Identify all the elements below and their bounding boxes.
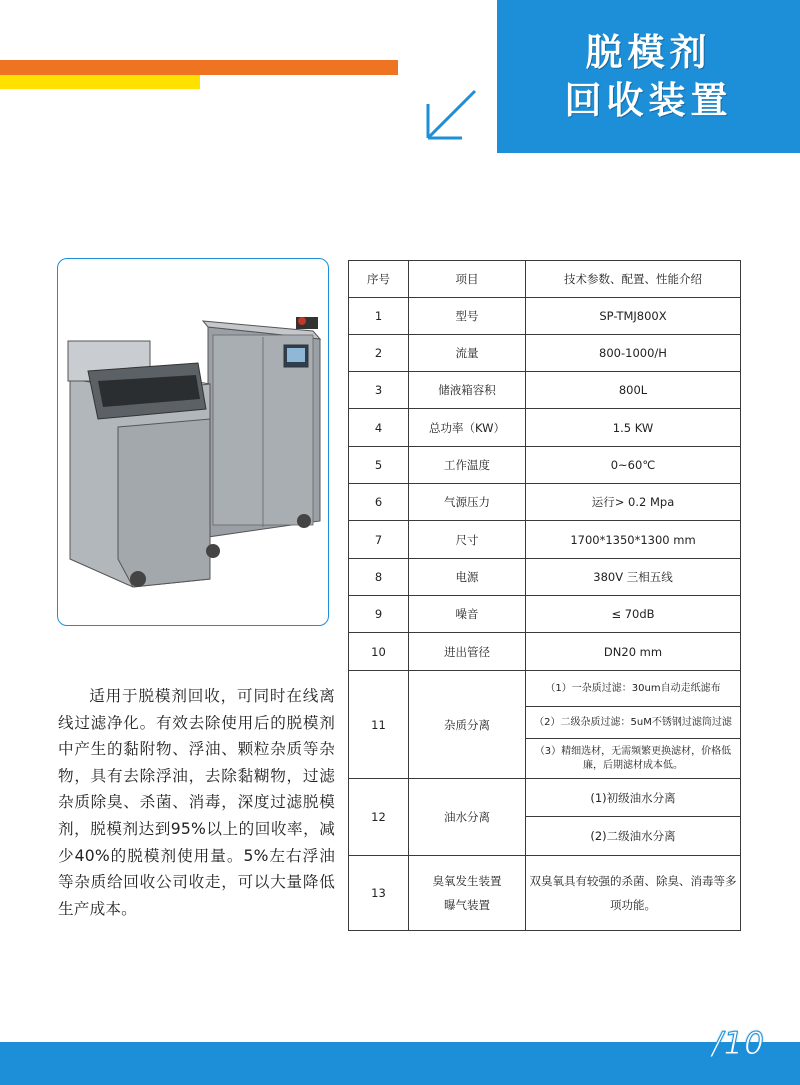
table-row (349, 447, 741, 484)
table-row (349, 671, 741, 707)
page-number: /10 (712, 1026, 765, 1062)
machine-illustration (58, 259, 328, 625)
cell-value: 1700*1350*1300 mm (526, 521, 741, 559)
cell-value: (1)初级油水分离 (526, 779, 741, 817)
cell-item: 工作温度 (409, 447, 526, 484)
table-row (349, 633, 741, 671)
cell-item: 尺寸 (409, 521, 526, 559)
table-row (349, 559, 741, 596)
cell-value: ≤ 70dB (526, 596, 741, 633)
cell-no: 3 (349, 372, 409, 409)
title-line-2: 回收装置 (564, 78, 733, 122)
table-row (349, 596, 741, 633)
cell-value: 380V 三相五线 (526, 559, 741, 596)
cell-value: SP-TMJ800X (526, 298, 741, 335)
cell-no: 13 (349, 856, 409, 931)
cell-item: 型号 (409, 298, 526, 335)
cell-item: 流量 (409, 335, 526, 372)
machine-photo (57, 258, 329, 626)
cell-value: 0~60℃ (526, 447, 741, 484)
item-line-2: 曝气装置 (444, 898, 490, 912)
table-row (349, 409, 741, 447)
cell-value: 800L (526, 372, 741, 409)
cell-value: DN20 mm (526, 633, 741, 671)
cell-no: 8 (349, 559, 409, 596)
orange-accent-bar (0, 60, 398, 75)
header-no: 序号 (349, 261, 409, 298)
cell-value: 双臭氧具有较强的杀菌、除臭、消毒等多项功能。 (526, 856, 741, 931)
cell-value: （1）一杂质过滤：30um自动走纸滤布 (526, 671, 741, 707)
cell-no: 7 (349, 521, 409, 559)
product-description: 适用于脱模剂回收，可同时在线离线过滤净化。有效去除使用后的脱模剂中产生的黏附物、浮油、颗粒杂质等杂物，具有去除浮油，去除黏糊物，过滤杂质除臭、杀菌、消毒，深度过滤脱模剂，脱模剂达到95%以上的回收率，减少40%的脱模剂使用量。5%左右浮油等杂质给回收公司收走，可以大量降低生产成本。 (58, 687, 335, 918)
spec-table (348, 260, 741, 931)
cell-item: 储液箱容积 (409, 372, 526, 409)
cell-item: 总功率（KW） (409, 409, 526, 447)
cell-item: 噪音 (409, 596, 526, 633)
title-box (497, 0, 800, 153)
cell-no: 5 (349, 447, 409, 484)
arrow-down-left-icon (420, 86, 480, 146)
table-row (349, 856, 741, 931)
header-spec: 技术参数、配置、性能介绍 (526, 261, 741, 298)
cell-item: 进出管径 (409, 633, 526, 671)
cell-no: 1 (349, 298, 409, 335)
item-line-1: 臭氧发生装置 (432, 874, 502, 888)
cell-no: 11 (349, 671, 409, 779)
table-row (349, 779, 741, 817)
cell-no: 9 (349, 596, 409, 633)
cell-no: 4 (349, 409, 409, 447)
cell-value: 1.5 KW (526, 409, 741, 447)
cell-value: 800-1000/H (526, 335, 741, 372)
footer-bar (0, 1042, 800, 1085)
cell-item: 杂质分离 (409, 671, 526, 779)
cell-item (409, 856, 526, 931)
cell-no: 12 (349, 779, 409, 856)
cell-value: (2)二级油水分离 (526, 817, 741, 856)
table-row (349, 484, 741, 521)
table-row (349, 521, 741, 559)
cell-value: （3）精细选材，无需频繁更换滤材，价格低廉，后期滤材成本低。 (526, 739, 741, 779)
cell-value: 运行> 0.2 Mpa (526, 484, 741, 521)
title-line-1: 脱模剂 (585, 30, 712, 74)
table-row (349, 298, 741, 335)
cell-value: （2）二级杂质过滤：5uM不锈钢过滤筒过滤 (526, 707, 741, 739)
table-row (349, 335, 741, 372)
cell-item: 气源压力 (409, 484, 526, 521)
table-header-row (349, 261, 741, 298)
cell-no: 6 (349, 484, 409, 521)
cell-item: 电源 (409, 559, 526, 596)
yellow-accent-bar (0, 75, 200, 89)
cell-no: 10 (349, 633, 409, 671)
cell-no: 2 (349, 335, 409, 372)
cell-item: 油水分离 (409, 779, 526, 856)
table-row (349, 372, 741, 409)
header-item: 项目 (409, 261, 526, 298)
